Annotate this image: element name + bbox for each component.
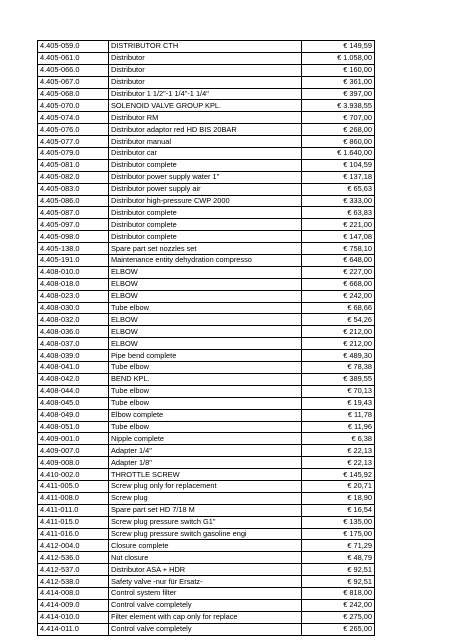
part-number-cell: 4.414-008.0 [38, 587, 109, 599]
part-number-cell: 4.412-537.0 [38, 564, 109, 576]
price-cell: € 268,00 [302, 124, 375, 136]
table-row [38, 433, 375, 445]
price-cell: € 3.938,55 [302, 100, 375, 112]
part-number-cell: 4.405-076.0 [38, 124, 109, 136]
price-cell: € 242,00 [302, 599, 375, 611]
description-cell: ELBOW [109, 278, 302, 290]
table-row [38, 492, 375, 504]
table-row [38, 302, 375, 314]
table-row [38, 338, 375, 350]
part-number-cell: 4.414-011.0 [38, 623, 109, 635]
price-cell: € 160,00 [302, 64, 375, 76]
price-cell: € 175,00 [302, 528, 375, 540]
price-cell: € 265,00 [302, 623, 375, 635]
description-cell: Distributor manual [109, 136, 302, 148]
part-number-cell: 4.405-138.0 [38, 243, 109, 255]
table-row [38, 457, 375, 469]
part-number-cell: 4.408-049.0 [38, 409, 109, 421]
part-number-cell: 4.405-086.0 [38, 195, 109, 207]
table-row [38, 266, 375, 278]
description-cell: Adapter 1/4" [109, 445, 302, 457]
description-cell: THROTTLE SCREW [109, 469, 302, 481]
price-cell: € 707,00 [302, 112, 375, 124]
part-number-cell: 4.408-039.0 [38, 350, 109, 362]
table-row [38, 76, 375, 88]
table-row [38, 623, 375, 635]
part-number-cell: 4.408-036.0 [38, 326, 109, 338]
price-cell: € 212,00 [302, 338, 375, 350]
price-cell: € 333,00 [302, 195, 375, 207]
description-cell: DISTRIBUTOR CTH [109, 41, 302, 53]
description-cell: Distributor complete [109, 219, 302, 231]
table-row [38, 611, 375, 623]
price-cell: € 65,63 [302, 183, 375, 195]
part-number-cell: 4.411-015.0 [38, 516, 109, 528]
part-number-cell: 4.409-008.0 [38, 457, 109, 469]
part-number-cell: 4.405-087.0 [38, 207, 109, 219]
table-row [38, 385, 375, 397]
part-number-cell: 4.414-010.0 [38, 611, 109, 623]
table-row [38, 421, 375, 433]
table-row [38, 516, 375, 528]
description-cell: Distributor power supply water 1" [109, 171, 302, 183]
table-row [38, 41, 375, 53]
part-number-cell: 4.405-074.0 [38, 112, 109, 124]
description-cell: Distributor [109, 76, 302, 88]
part-number-cell: 4.405-079.0 [38, 148, 109, 160]
table-row [38, 219, 375, 231]
price-cell: € 71,29 [302, 540, 375, 552]
description-cell: Control system filter [109, 587, 302, 599]
description-cell: Elbow complete [109, 409, 302, 421]
part-number-cell: 4.408-032.0 [38, 314, 109, 326]
description-cell: ELBOW [109, 326, 302, 338]
price-cell: € 48,79 [302, 552, 375, 564]
part-number-cell: 4.408-030.0 [38, 302, 109, 314]
description-cell: Pipe bend complete [109, 350, 302, 362]
table-row [38, 445, 375, 457]
description-cell: BEND KPL. [109, 373, 302, 385]
description-cell: Distributor RM [109, 112, 302, 124]
part-number-cell: 4.405-077.0 [38, 136, 109, 148]
description-cell: Safety valve -nur für Ersatz- [109, 576, 302, 588]
table-row [38, 290, 375, 302]
price-cell: € 221,00 [302, 219, 375, 231]
price-cell: € 818,00 [302, 587, 375, 599]
price-cell: € 489,30 [302, 350, 375, 362]
price-cell: € 54,26 [302, 314, 375, 326]
price-cell: € 18,90 [302, 492, 375, 504]
part-number-cell: 4.411-005.0 [38, 480, 109, 492]
table-row [38, 183, 375, 195]
price-cell: € 137,18 [302, 171, 375, 183]
part-number-cell: 4.405-081.0 [38, 159, 109, 171]
part-number-cell: 4.405-097.0 [38, 219, 109, 231]
price-cell: € 135,00 [302, 516, 375, 528]
description-cell: Maintenance entity dehydration compresso [109, 255, 302, 267]
price-cell: € 19,43 [302, 397, 375, 409]
price-cell: € 11,78 [302, 409, 375, 421]
table-row [38, 52, 375, 64]
price-cell: € 63,83 [302, 207, 375, 219]
price-cell: € 104,59 [302, 159, 375, 171]
description-cell: ELBOW [109, 314, 302, 326]
price-cell: € 397,00 [302, 88, 375, 100]
description-cell: Screw plug pressure switch G1" [109, 516, 302, 528]
description-cell: Distributor adaptor red HD BIS 20BAR [109, 124, 302, 136]
table-row [38, 350, 375, 362]
part-number-cell: 4.410-002.0 [38, 469, 109, 481]
table-row [38, 564, 375, 576]
description-cell: Spare part set HD 7/18 M [109, 504, 302, 516]
table-row [38, 100, 375, 112]
part-number-cell: 4.405-059.0 [38, 41, 109, 53]
description-cell: Nipple complete [109, 433, 302, 445]
table-row [38, 326, 375, 338]
price-cell: € 242,00 [302, 290, 375, 302]
table-row [38, 124, 375, 136]
table-row [38, 599, 375, 611]
description-cell: Tube elbow [109, 385, 302, 397]
description-cell: Tube elbow [109, 362, 302, 374]
description-cell: Screw plug [109, 492, 302, 504]
table-row [38, 397, 375, 409]
part-number-cell: 4.405-067.0 [38, 76, 109, 88]
price-cell: € 78,38 [302, 362, 375, 374]
table-row [38, 231, 375, 243]
price-cell: € 1.640,00 [302, 148, 375, 160]
table-row [38, 278, 375, 290]
price-list-body [38, 41, 375, 636]
description-cell: Distributor [109, 64, 302, 76]
part-number-cell: 4.409-007.0 [38, 445, 109, 457]
price-cell: € 6,38 [302, 433, 375, 445]
description-cell: Distributor complete [109, 231, 302, 243]
price-cell: € 22,13 [302, 445, 375, 457]
table-row [38, 171, 375, 183]
part-number-cell: 4.408-045.0 [38, 397, 109, 409]
price-cell: € 145,92 [302, 469, 375, 481]
table-row [38, 148, 375, 160]
description-cell: Distributor [109, 52, 302, 64]
table-row [38, 64, 375, 76]
part-number-cell: 4.408-044.0 [38, 385, 109, 397]
table-row [38, 552, 375, 564]
price-cell: € 70,13 [302, 385, 375, 397]
description-cell: Nut closure [109, 552, 302, 564]
price-cell: € 1.058,00 [302, 52, 375, 64]
price-cell: € 68,66 [302, 302, 375, 314]
part-number-cell: 4.408-018.0 [38, 278, 109, 290]
description-cell: Screw plug only for replacement [109, 480, 302, 492]
price-cell: € 227,00 [302, 266, 375, 278]
part-number-cell: 4.405-191.0 [38, 255, 109, 267]
part-number-cell: 4.408-037.0 [38, 338, 109, 350]
description-cell: ELBOW [109, 338, 302, 350]
description-cell: Spare part set nozzles set [109, 243, 302, 255]
table-row [38, 528, 375, 540]
price-cell: € 22,13 [302, 457, 375, 469]
part-number-cell: 4.408-010.0 [38, 266, 109, 278]
price-cell: € 275,00 [302, 611, 375, 623]
description-cell: Control valve completely [109, 599, 302, 611]
price-cell: € 648,00 [302, 255, 375, 267]
table-row [38, 314, 375, 326]
part-number-cell: 4.412-536.0 [38, 552, 109, 564]
price-cell: € 147,08 [302, 231, 375, 243]
part-number-cell: 4.409-001.0 [38, 433, 109, 445]
price-cell: € 92,51 [302, 564, 375, 576]
table-row [38, 207, 375, 219]
description-cell: Distributor ASA + HDR [109, 564, 302, 576]
table-row [38, 136, 375, 148]
price-cell: € 20,71 [302, 480, 375, 492]
description-cell: Adapter 1/8" [109, 457, 302, 469]
description-cell: Filter element with cap only for replace [109, 611, 302, 623]
part-number-cell: 4.405-070.0 [38, 100, 109, 112]
part-number-cell: 4.412-004.0 [38, 540, 109, 552]
part-number-cell: 4.412-538.0 [38, 576, 109, 588]
table-row [38, 243, 375, 255]
part-number-cell: 4.408-051.0 [38, 421, 109, 433]
table-row [38, 409, 375, 421]
table-row [38, 373, 375, 385]
part-number-cell: 4.405-082.0 [38, 171, 109, 183]
table-row [38, 159, 375, 171]
description-cell: Distributor high-pressure CWP 2000 [109, 195, 302, 207]
price-cell: € 11,96 [302, 421, 375, 433]
part-number-cell: 4.405-098.0 [38, 231, 109, 243]
description-cell: Distributor 1 1/2"-1 1/4"-1 1/4" [109, 88, 302, 100]
part-number-cell: 4.408-023.0 [38, 290, 109, 302]
price-cell: € 212,00 [302, 326, 375, 338]
part-number-cell: 4.414-009.0 [38, 599, 109, 611]
price-cell: € 92,51 [302, 576, 375, 588]
table-row [38, 504, 375, 516]
part-number-cell: 4.405-083.0 [38, 183, 109, 195]
description-cell: Closure complete [109, 540, 302, 552]
price-cell: € 16,54 [302, 504, 375, 516]
part-number-cell: 4.405-066.0 [38, 64, 109, 76]
table-row [38, 587, 375, 599]
table-row [38, 195, 375, 207]
description-cell: SOLENOID VALVE GROUP KPL. [109, 100, 302, 112]
part-number-cell: 4.405-061.0 [38, 52, 109, 64]
description-cell: Distributor complete [109, 207, 302, 219]
table-row [38, 576, 375, 588]
description-cell: ELBOW [109, 266, 302, 278]
table-row [38, 88, 375, 100]
description-cell: Tube elbow [109, 421, 302, 433]
description-cell: Control valve completely [109, 623, 302, 635]
description-cell: Distributor power supply air [109, 183, 302, 195]
price-cell: € 149,59 [302, 41, 375, 53]
description-cell: Distributor complete [109, 159, 302, 171]
part-number-cell: 4.408-041.0 [38, 362, 109, 374]
price-cell: € 361,00 [302, 76, 375, 88]
table-row [38, 112, 375, 124]
description-cell: Tube elbow [109, 397, 302, 409]
table-row [38, 480, 375, 492]
table-row [38, 540, 375, 552]
part-number-cell: 4.411-016.0 [38, 528, 109, 540]
description-cell: ELBOW [109, 290, 302, 302]
table-row [38, 469, 375, 481]
part-number-cell: 4.408-042.0 [38, 373, 109, 385]
part-number-cell: 4.411-011.0 [38, 504, 109, 516]
part-number-cell: 4.411-008.0 [38, 492, 109, 504]
table-row [38, 362, 375, 374]
price-cell: € 668,00 [302, 278, 375, 290]
price-list-table [37, 40, 375, 636]
table-row [38, 255, 375, 267]
description-cell: Screw plug pressure switch gasoline engi [109, 528, 302, 540]
price-cell: € 758,10 [302, 243, 375, 255]
price-cell: € 860,00 [302, 136, 375, 148]
description-cell: Distributor car [109, 148, 302, 160]
price-cell: € 389,55 [302, 373, 375, 385]
part-number-cell: 4.405-068.0 [38, 88, 109, 100]
description-cell: Tube elbow [109, 302, 302, 314]
